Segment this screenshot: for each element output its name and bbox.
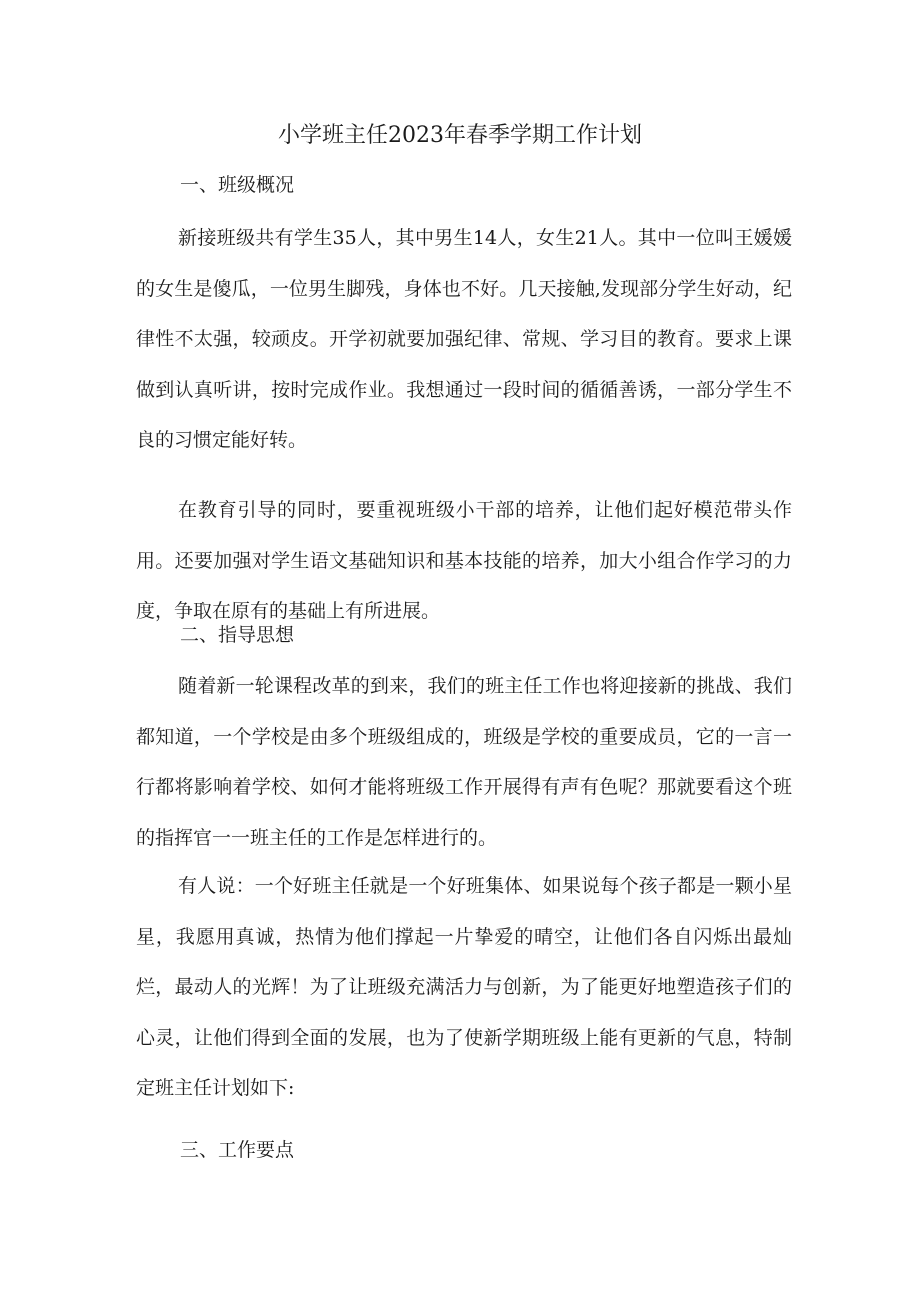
paragraph-curriculum-reform: 随着新一轮课程改革的到来，我们的班主任工作也将迎接新的挑战、我们都知道，一个学校是由多个班级组成的，班级是学校的重要成员，它的一言一行都将影响着学校、如何才能将班级工作开展得有声有色呢？那就要看这个班的指挥官一一班主任的工作是怎样进行的。 <box>136 675 792 849</box>
paragraph-class-overview: 新接班级共有学生35人，其中男生14人，女生21人。其中一位叫王媛媛的女生是傻瓜，一位男生脚残，身体也不好。几天接触,发现部分学生好动，纪律性不太强，较顽皮。开学初就要加强纪律、常规、学习目的教育。要求上课做到认真听讲，按时完成作业。我想通过一段时间的循循善诱，一部分学生不良的习惯定能好转。 <box>136 227 792 451</box>
paragraph-good-teacher: 有人说：一个好班主任就是一个好班集体、如果说每个孩子都是一颗小星星，我愿用真诚，热情为他们撑起一片挚爱的晴空，让他们各自闪烁出最灿烂，最动人的光辉！为了让班级充满活力与创新，为了能更好地塑造孩子们的心灵，让他们得到全面的发展，也为了使新学期班级上能有更新的气息，特制定班主任计划如下: <box>136 875 792 1099</box>
section-heading-work-points: 三、工作要点 <box>180 1139 295 1161</box>
document-title: 小学班主任2023年春季学期工作计划 <box>278 123 642 148</box>
paragraph-cadre-training: 在教育引导的同时，要重视班级小干部的培养，让他们起好模范带头作用。还要加强对学生语文基础知识和基本技能的培养，加大小组合作学习的力度，争取在原有的基础上有所进展。 <box>136 499 792 622</box>
section-heading-guiding-ideas: 二、指导思想 <box>180 624 295 646</box>
section-heading-overview: 一、班级概况 <box>180 174 295 196</box>
